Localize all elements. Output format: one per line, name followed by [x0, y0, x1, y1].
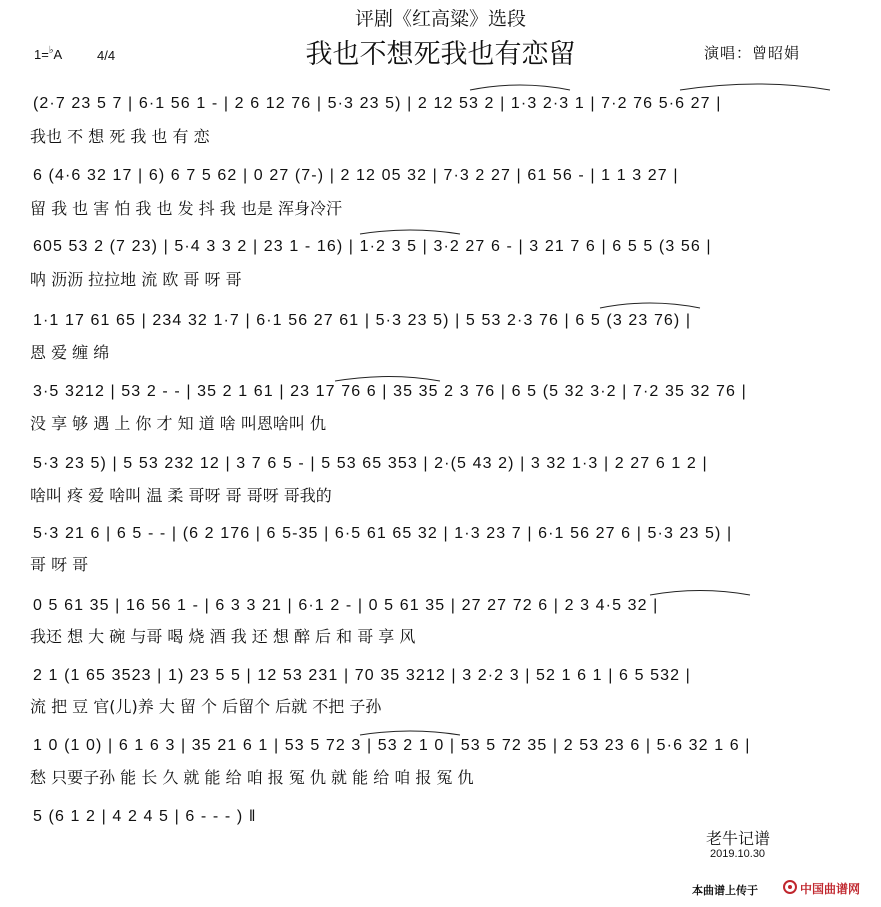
notation-line-9: 2 1 (1 65 3523 | 1) 23 5 5 | 12 53 231 | 70 35 3212 | 3 2·2 3 | 52 1 6 1 | 6 5 532 | [33, 667, 691, 684]
notation-line-3: 605 53 2 (7 23) | 5·4 3 3 2 | 23 1 - 16) | 1·2 3 5 | 3·2 27 6 - | 3 21 7 6 | 6 5 5 (3 56 | [33, 238, 712, 255]
site-logo-text[interactable]: 中国曲谱网 [800, 882, 861, 896]
notation-line-6: 5·3 23 5) | 5 53 232 12 | 3 7 6 5 - | 5 53 65 353 | 2·(5 43 2) | 3 32 1·3 | 2 27 6 1 2 | [33, 455, 708, 472]
notation-line-8: 0 5 61 35 | 16 56 1 - | 6 3 3 21 | 6·1 2 - | 0 5 61 35 | 27 27 72 6 | 2 3 4·5 32 | [33, 597, 659, 614]
notation-line-4: 1·1 17 61 65 | 234 32 1·7 | 6·1 56 27 61 | 5·3 23 5) | 5 53 2·3 76 | 6 5 (3 23 76) | [33, 312, 692, 329]
lyrics-line-3: 呐 沥沥 拉拉地 流 欧 哥 呀 哥 [30, 270, 242, 289]
page-title: 我也不想死我也有恋留 [305, 39, 576, 70]
lyrics-line-6: 啥叫 疼 爱 啥叫 温 柔 哥呀 哥 哥呀 哥我的 [30, 486, 332, 505]
time-signature: 4/4 [97, 48, 116, 63]
notation-line-10: 1 0 (1 0) | 6 1 6 3 | 35 21 6 1 | 53 5 72 3 | 53 2 1 0 | 53 5 72 35 | 2 53 23 6 | 5·6 32 1 6 | [33, 737, 751, 754]
lyrics-line-10: 愁 只要子孙 能 长 久 就 能 给 咱 报 冤 仇 就 能 给 咱 报 冤 仇 [30, 768, 474, 787]
notation-line-2: 6 (4·6 32 17 | 6) 6 7 5 62 | 0 27 (7-) | 2 12 05 32 | 7·3 2 27 | 61 56 - | 1 1 3 27 | [33, 167, 679, 184]
notation-line-1: (2·7 23 5 7 | 6·1 56 1 - | 2 6 12 76 | 5·3 23 5) | 2 12 53 2 | 1·3 2·3 1 | 7·2 76 5·6 27 | [33, 95, 722, 112]
key-note: A [53, 47, 63, 62]
key-prefix: 1= [34, 47, 49, 62]
subtitle: 评剧《红高粱》选段 [354, 8, 526, 30]
notation-line-5: 3·5 3212 | 53 2 - - | 35 2 1 61 | 23 17 76 6 | 35 35 2 3 76 | 6 5 (5 32 3·2 | 7·2 35 32 76 | [33, 383, 747, 400]
lyrics-line-7: 哥 呀 哥 [30, 555, 89, 574]
flat-icon: ♭ [48, 45, 54, 56]
lyrics-line-8: 我还 想 大 碗 与哥 喝 烧 酒 我 还 想 醉 后 和 哥 享 风 [30, 627, 416, 646]
recorder-credit: 老牛记谱 [706, 829, 771, 848]
site-logo-icon [782, 880, 798, 894]
notation-line-7: 5·3 21 6 | 6 5 - - | (6 2 176 | 6 5-35 | 6·5 61 65 32 | 1·3 23 7 | 6·1 56 27 6 | 5·3 23 5) | [33, 525, 733, 542]
notation-line-11: 5 (6 1 2 | 4 2 4 5 | 6 - - - ) ‖ [33, 808, 257, 825]
lyrics-line-2: 留 我 也 害 怕 我 也 发 抖 我 也是 浑身冷汗 [30, 199, 342, 218]
record-date: 2019.10.30 [710, 848, 766, 860]
lyrics-line-4: 恩 爱 缠 绵 [30, 343, 110, 362]
upload-text: 本曲谱上传于 [692, 884, 758, 897]
singer-credit: 演唱：曾昭娟 [704, 44, 801, 62]
lyrics-line-1: 我也 不 想 死 我 也 有 恋 [30, 127, 210, 146]
lyrics-line-9: 流 把 豆 官(儿)养 大 留 个 后留个 后就 不把 子孙 [30, 697, 382, 716]
lyrics-line-5: 没 享 够 遇 上 你 才 知 道 啥 叫恩啥叫 仇 [30, 414, 326, 433]
